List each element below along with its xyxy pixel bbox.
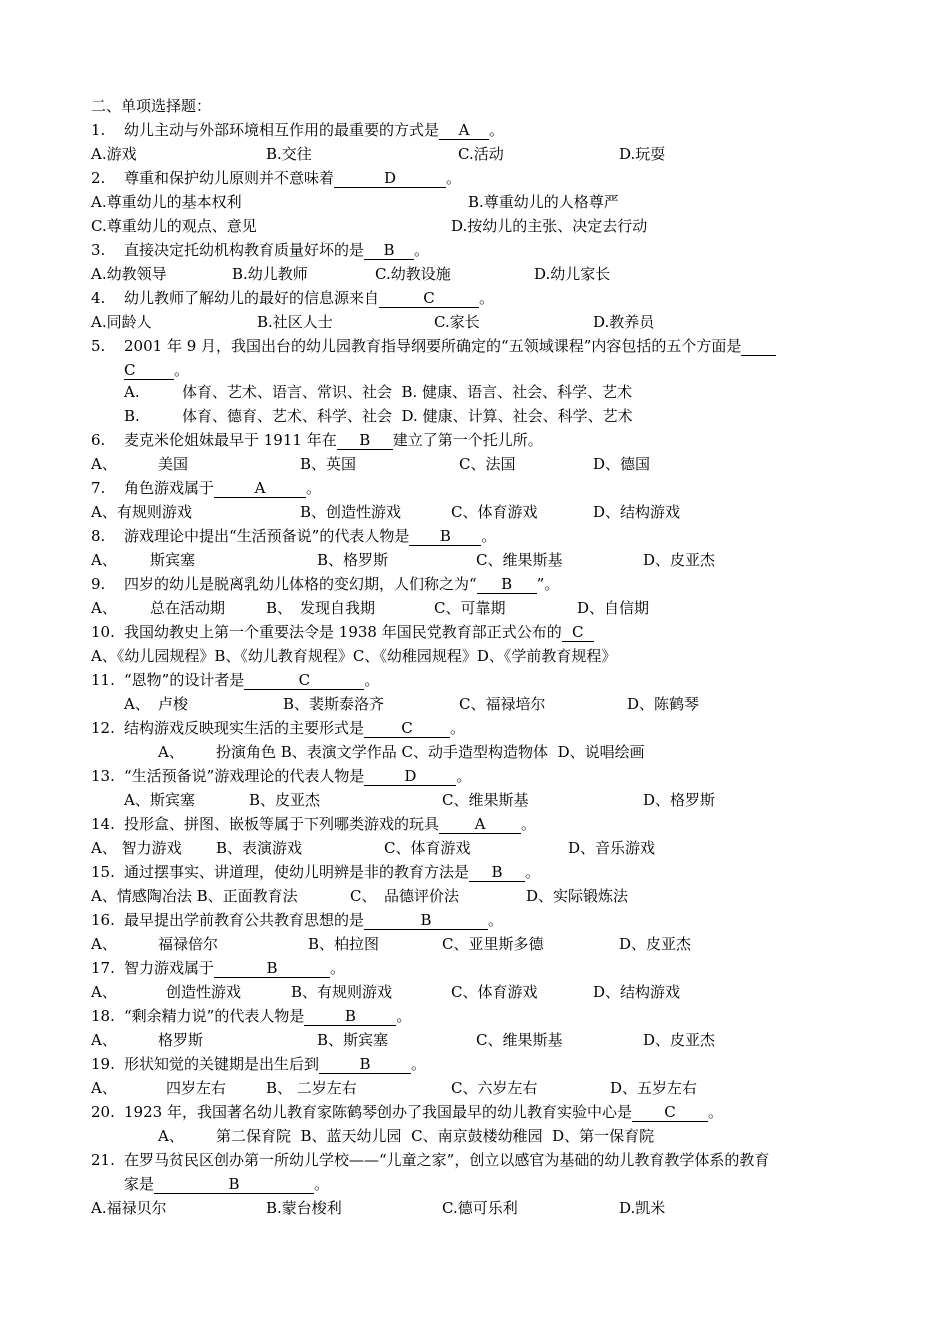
question-suffix: 。	[481, 527, 497, 545]
option-letter: A、	[91, 1031, 117, 1049]
option-text: A.游戏	[91, 145, 137, 163]
option-text: D、自信期	[577, 599, 650, 617]
option-letter: A、	[91, 455, 117, 473]
question-text: 2001 年 9 月，我国出台的幼儿园教育指导纲要所确定的“五领域课程”内容包括的五个方面是	[124, 337, 742, 355]
question-stem	[124, 814, 536, 834]
option-text: 总在活动期	[150, 599, 226, 617]
option-text: 格罗斯	[158, 1031, 204, 1049]
option-text: B.蒙台梭利	[266, 1199, 342, 1217]
question-stem	[124, 1054, 426, 1074]
question-stem	[124, 288, 494, 308]
question-suffix: 。	[525, 863, 541, 881]
question-number: 10.	[91, 623, 115, 641]
question-suffix: 。	[488, 911, 504, 929]
option-text: C.家长	[434, 313, 480, 331]
question-number: 20.	[91, 1103, 115, 1121]
question-suffix: 。	[174, 361, 190, 379]
answer-blank: B	[214, 960, 330, 978]
option-text: D、皮亚杰	[619, 935, 692, 953]
option-text: A.同龄人	[91, 313, 152, 331]
option-text: A.幼教领导	[91, 265, 167, 283]
question-number: 11.	[91, 671, 115, 689]
question-stem	[124, 336, 776, 356]
option-text: C、维果斯基	[476, 551, 563, 569]
option-text: D.教养员	[593, 313, 655, 331]
question-suffix: 。	[489, 121, 505, 139]
option-text: C、体育游戏	[451, 503, 538, 521]
option-text: C、福禄培尔	[459, 695, 546, 713]
question-stem	[124, 910, 503, 930]
question-number: 16.	[91, 911, 115, 929]
option-text: B、表演游戏	[216, 839, 303, 857]
question-stem	[124, 168, 461, 188]
option-text: 卢梭	[158, 695, 189, 713]
question-stem-continued	[124, 1174, 329, 1194]
option-text: B、创造性游戏	[300, 503, 402, 521]
answer-blank: B	[409, 528, 481, 546]
option-text: 体育、德育、艺术、科学、社会 D. 健康、计算、社会、科学、艺术	[182, 407, 633, 425]
question-suffix: 。	[364, 671, 380, 689]
answer-blank: B	[304, 1008, 396, 1026]
question-text: “生活预备说”游戏理论的代表人物是	[124, 767, 365, 785]
question-suffix: 。	[456, 767, 472, 785]
question-stem	[124, 622, 594, 642]
question-number: 19.	[91, 1055, 115, 1073]
question-suffix: 。	[446, 169, 462, 187]
question-text: 1923 年，我国著名幼儿教育家陈鹤琴创办了我国最早的幼儿教育实验中心是	[124, 1103, 632, 1121]
question-number: 13.	[91, 767, 115, 785]
option-text: C、体育游戏	[384, 839, 471, 857]
question-number: 15.	[91, 863, 115, 881]
option-letter: A、	[91, 551, 117, 569]
question-number: 3.	[91, 241, 106, 259]
option-text: 扮演角色 B、表演文学作品 C、动手造型构造物体 D、说唱绘画	[216, 743, 645, 761]
option-text: 品德评价法	[384, 887, 460, 905]
option-text: 第二保育院 B、蓝天幼儿园 C、南京鼓楼幼稚园 D、第一保育院	[216, 1127, 655, 1145]
question-text: “剩余精力说”的代表人物是	[124, 1007, 305, 1025]
option-text: D.按幼儿的主张、决定去行动	[451, 217, 648, 235]
question-text: 四岁的幼儿是脱离乳幼儿体格的变幻期，人们称之为“	[124, 575, 477, 593]
question-suffix: 。	[330, 959, 346, 977]
answer-blank: A	[214, 480, 306, 498]
question-stem	[124, 958, 345, 978]
question-text: 幼儿主动与外部环境相互作用的最重要的方式是	[124, 121, 440, 139]
option-text: D、陈鹤琴	[627, 695, 700, 713]
question-text: 家是	[124, 1175, 155, 1193]
question-number: 1.	[91, 121, 106, 139]
answer-blank: D	[334, 170, 446, 188]
option-text: B、皮亚杰	[249, 791, 321, 809]
question-text: 游戏理论中提出“生活预备说”的代表人物是	[124, 527, 410, 545]
option-text: D.幼儿家长	[534, 265, 611, 283]
question-suffix: 。	[306, 479, 322, 497]
question-number: 7.	[91, 479, 106, 497]
question-text: 角色游戏属于	[124, 479, 215, 497]
option-text: A、《幼儿园规程》B、《幼儿教育规程》C、《幼稚园规程》D、《学前教育规程》	[91, 647, 617, 665]
question-stem	[124, 1006, 411, 1026]
answer-blank: B	[477, 576, 537, 594]
question-suffix: 。	[479, 289, 495, 307]
option-letter: A.	[124, 383, 140, 401]
option-letter: A、	[91, 599, 117, 617]
question-text: 形状知觉的关键期是出生后到	[124, 1055, 320, 1073]
question-suffix: 。	[411, 1055, 427, 1073]
option-text: C.德可乐利	[442, 1199, 518, 1217]
option-letter: A、	[91, 935, 117, 953]
answer-blank: A	[439, 122, 489, 140]
option-text: C.活动	[458, 145, 504, 163]
question-text: 通过摆事实、讲道理，使幼儿明辨是非的教育方法是	[124, 863, 470, 881]
question-stem	[124, 670, 379, 690]
answer-blank: B	[319, 1056, 411, 1074]
option-text: D、实际锻炼法	[526, 887, 629, 905]
answer-blank: B	[337, 432, 393, 450]
question-number: 8.	[91, 527, 106, 545]
question-stem-continued	[124, 360, 189, 380]
option-text: D、格罗斯	[643, 791, 716, 809]
option-text: B.幼儿教师	[232, 265, 308, 283]
option-text: A、 智力游戏	[91, 839, 182, 857]
option-text: D、五岁左右	[610, 1079, 698, 1097]
question-stem	[124, 766, 471, 786]
question-number: 5.	[91, 337, 106, 355]
question-suffix: 建立了第一个托儿所。	[392, 431, 543, 449]
option-text: D、皮亚杰	[643, 551, 716, 569]
option-text: A.尊重幼儿的基本权利	[91, 193, 242, 211]
question-text: 在罗马贫民区创办第一所幼儿学校——“儿童之家”，创立以感官为基础的幼儿教育教学体系的教育	[124, 1151, 770, 1169]
question-text: 投形盒、拼图、嵌板等属于下列哪类游戏的玩具	[124, 815, 440, 833]
question-number: 9.	[91, 575, 106, 593]
option-text: C.尊重幼儿的观点、意见	[91, 217, 257, 235]
option-letter: A、	[124, 695, 150, 713]
option-text: C、亚里斯多德	[442, 935, 544, 953]
answer-blank: A	[439, 816, 521, 834]
question-text: 幼儿教师了解幼儿的最好的信息源来自	[124, 289, 380, 307]
question-suffix: 。	[450, 719, 466, 737]
section-heading: 二、单项选择题：	[91, 97, 212, 115]
answer-blank: C	[364, 720, 450, 738]
question-number: 14.	[91, 815, 115, 833]
question-stem	[124, 478, 321, 498]
question-text: 智力游戏属于	[124, 959, 215, 977]
option-text: 体育、艺术、语言、常识、社会 B. 健康、语言、社会、科学、艺术	[182, 383, 633, 401]
question-number: 12.	[91, 719, 115, 737]
option-text: C.幼教设施	[375, 265, 451, 283]
option-text: 发现自我期	[300, 599, 376, 617]
question-suffix: 。	[521, 815, 537, 833]
option-text: 斯宾塞	[150, 551, 196, 569]
question-suffix: 。	[414, 241, 430, 259]
option-letter: B、	[266, 599, 293, 617]
question-stem	[124, 574, 559, 594]
option-text: C、六岁左右	[451, 1079, 538, 1097]
option-text: B、有规则游戏	[291, 983, 393, 1001]
option-text: A.福禄贝尔	[91, 1199, 167, 1217]
option-text: B、 二岁左右	[266, 1079, 357, 1097]
question-number: 21.	[91, 1151, 115, 1169]
option-letter: A、	[91, 983, 117, 1001]
option-text: B、格罗斯	[317, 551, 389, 569]
option-text: B.尊重幼儿的人格尊严	[468, 193, 619, 211]
answer-blank: B	[469, 864, 525, 882]
question-stem	[124, 120, 504, 140]
question-suffix: 。	[707, 1103, 723, 1121]
option-letter: B.	[124, 407, 140, 425]
option-text: A、斯宾塞	[124, 791, 195, 809]
option-text: B、英国	[300, 455, 357, 473]
option-text: D.玩耍	[619, 145, 666, 163]
question-stem	[124, 718, 465, 738]
option-text: D、结构游戏	[593, 983, 681, 1001]
answer-blank: C	[632, 1104, 708, 1122]
option-text: B、斯宾塞	[317, 1031, 389, 1049]
question-number: 6.	[91, 431, 106, 449]
question-number: 17.	[91, 959, 115, 977]
option-letter: A、	[158, 743, 184, 761]
option-text: C、可靠期	[434, 599, 506, 617]
question-text: 最早提出学前教育公共教育思想的是	[124, 911, 365, 929]
question-suffix: 。	[396, 1007, 412, 1025]
option-letter: A、	[158, 1127, 184, 1145]
question-stem	[124, 862, 540, 882]
option-text: D、德国	[593, 455, 651, 473]
option-text: B、柏拉图	[308, 935, 380, 953]
option-text: C、维果斯基	[442, 791, 529, 809]
option-text: A、有规则游戏	[91, 503, 192, 521]
option-text: A、情感陶冶法 B、正面教育法	[91, 887, 298, 905]
option-text: 创造性游戏	[166, 983, 242, 1001]
question-text: 尊重和保护幼儿原则并不意味着	[124, 169, 335, 187]
option-text: B.社区人士	[257, 313, 333, 331]
question-text: “恩物”的设计者是	[124, 671, 245, 689]
question-text: 直接决定托幼机构教育质量好坏的是	[124, 241, 365, 259]
option-text: C、体育游戏	[451, 983, 538, 1001]
question-text: 麦克米伦姐妹最早于 1911 年在	[124, 431, 337, 449]
option-text: 美国	[158, 455, 189, 473]
option-text: C、维果斯基	[476, 1031, 563, 1049]
question-suffix: 。	[314, 1175, 330, 1193]
question-stem	[124, 1102, 723, 1122]
answer-blank: B	[364, 912, 488, 930]
question-text: 结构游戏反映现实生活的主要形式是	[124, 719, 365, 737]
question-number: 2.	[91, 169, 106, 187]
option-letter: C、	[350, 887, 377, 905]
option-text: B.交往	[266, 145, 312, 163]
question-number: 4.	[91, 289, 106, 307]
question-stem	[124, 240, 429, 260]
option-text: C、法国	[459, 455, 516, 473]
question-suffix: ”。	[536, 575, 560, 593]
option-text: B、裴斯泰洛齐	[283, 695, 385, 713]
answer-blank: C	[244, 672, 364, 690]
answer-blank: C	[379, 290, 479, 308]
question-stem	[124, 430, 543, 450]
question-stem	[124, 1150, 769, 1170]
option-text: D.凯米	[619, 1199, 666, 1217]
question-stem	[124, 526, 496, 546]
answer-blank: D	[364, 768, 456, 786]
answer-blank: C	[562, 624, 594, 642]
question-number: 18.	[91, 1007, 115, 1025]
option-text: 福禄倍尔	[158, 935, 219, 953]
answer-blank-line	[741, 338, 776, 356]
option-text: D、结构游戏	[593, 503, 681, 521]
answer-blank: B	[364, 242, 414, 260]
question-text: 我国幼教史上第一个重要法令是 1938 年国民党教育部正式公布的	[124, 623, 562, 641]
option-letter: A、	[91, 1079, 117, 1097]
option-text: D、皮亚杰	[643, 1031, 716, 1049]
option-text: 四岁左右	[166, 1079, 227, 1097]
answer-blank: B	[154, 1176, 314, 1194]
option-text: D、音乐游戏	[568, 839, 656, 857]
answer-blank: C	[124, 362, 174, 380]
